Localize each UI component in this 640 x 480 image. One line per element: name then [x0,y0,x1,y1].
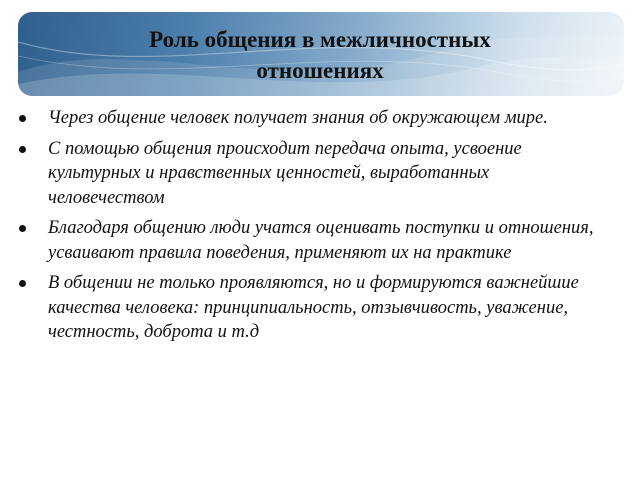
bullet-item [0,137,600,211]
bullet-text: В общении не только проявляются, но и формируются важнейшие качества человека: принципиальность, отзывчивость, уважение, честность, доброта и т.д [48,273,579,342]
bullet-dot-icon [19,225,26,232]
bullet-item [0,106,600,131]
bullet-text: Через общение человек получает знания об окружающем мире. [48,108,548,128]
slide-title-line-2: отношениях [256,58,384,83]
bullet-list [0,106,600,351]
bullet-item [0,216,600,265]
bullet-dot-icon [19,146,26,153]
bullet-text: С помощью общения происходит передача опыта, усвоение культурных и нравственных ценностей, выработанных человечеством [48,138,522,208]
slide-title-line-1: Роль общения в межличностных [149,27,491,52]
bullet-dot-icon [19,115,26,122]
bullet-item [0,271,600,345]
bullet-dot-icon [19,280,26,287]
slide-title [0,24,640,86]
bullet-text: Благодаря общению люди учатся оценивать поступки и отношения, усваивают правила поведения, применяют их на практике [48,218,594,263]
